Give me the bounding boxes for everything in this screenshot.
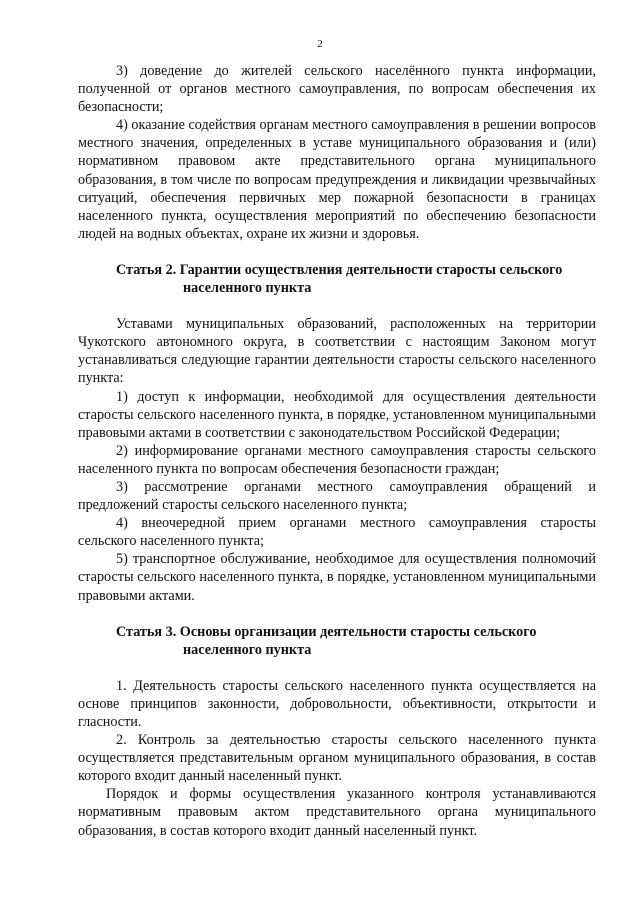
article-2-heading-line1: Статья 2. Гарантии осуществления деятельности старосты сельского [116,261,563,278]
article-3-paragraph-1: 1. Деятельность старосты сельского населенного пункта осуществляется на основе принципов законности, добровольности, объективности, открытости и гласности. [78,677,596,730]
paragraph-item-3: 3) доведение до жителей сельского населённого пункта информации, полученной от органов местного самоуправления, по вопросам обеспечения их безопасности; [78,63,596,116]
article-2-item-1: 1) доступ к информации, необходимой для осуществления деятельности старосты сельского населенного пункта, в порядке, установленном муниципальными правовыми актами в соответствии с законодательством Российской Федерации; [78,388,596,441]
article-2-item-2: 2) информирование органами местного самоуправления старосты сельского населенного пункта по вопросам обеспечения безопасности граждан; [78,442,596,477]
article-3-heading-line1: Статья 3. Основы организации деятельности старосты сельского [116,623,537,640]
paragraph-item-4: 4) оказание содействия органам местного самоуправления в решении вопросов местного значения, определенных в уставе муниципального образования и (или) нормативном правовом акте представительного органа муниципального образования, в том числе по вопросам предупреждения и ликвидации чрезвычайных ситуаций, обеспечения первичных мер пожарной безопасности в границах населенного пункта, осуществления мероприятий по обеспечению безопасности людей на водных объектах, охране их жизни и здоровья. [78,117,596,242]
article-2-item-4: 4) внеочередной прием органами местного самоуправления старосты сельского населенного пункта; [78,515,596,550]
article-2-heading [78,261,596,297]
article-2-item-3: 3) рассмотрение органами местного самоуправления обращений и предложений старосты сельского населенного пункта; [78,478,596,514]
article-3-heading-line2: населенного пункта [183,641,312,658]
article-3-heading [78,623,596,659]
article-2-item-5: 5) транспортное обслуживание, необходимое для осуществления полномочий старосты сельского населенного пункта, в порядке, установленном муниципальными правовыми актами. [78,551,596,604]
document-body [78,62,596,840]
article-2-heading-line2: населенного пункта [183,280,312,297]
article-3-paragraph-2: 2. Контроль за деятельностью старосты сельского населенного пункта осуществляется представительным органом муниципального образования, в состав которого входит данный населенный пункт. [78,732,596,785]
article-2-intro: Уставами муниципальных образований, расположенных на территории Чукотского автономного округа, в соответствии с настоящим Законом могут устанавливаться следующие гарантии деятельности старосты сельского населенного пункта: [78,316,596,387]
page-number: 2 [317,38,323,50]
article-3-paragraph-3: Порядок и формы осуществления указанного контроля устанавливаются нормативным правовым актом представительного органа муниципального образования, в состав которого входит данный населенный пункт. [78,786,596,839]
